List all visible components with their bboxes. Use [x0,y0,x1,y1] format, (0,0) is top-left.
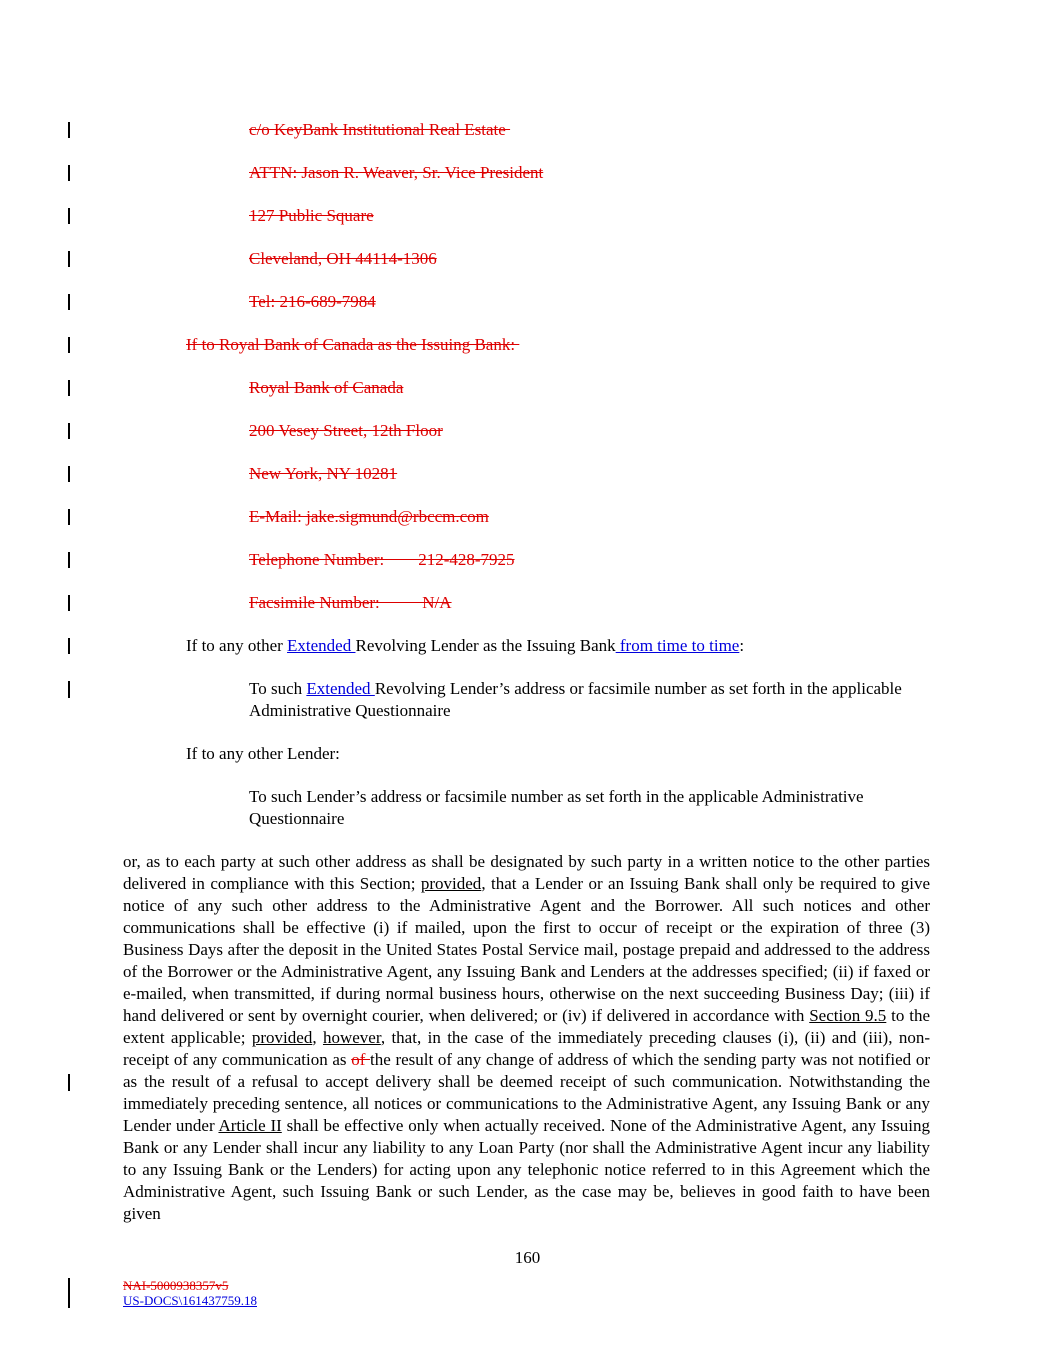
deleted-text: of [351,1050,371,1069]
deleted-text: Facsimile Number: N/A [249,593,452,612]
text-run: , that a Lender or an Issuing Bank shall only be required to give notice of any such other address to the Administrative Agent and the Borrower. All such notices and other communications shall be effective (i) if mailed, upon the first to occur of receipt or the expiration of three (3) Business Days after the deposit in the United States Postal Service mail, postage prepaid and addressed to the address of the Borrower or the Administrative Agent, any Issuing Bank and Lenders at the addresses specified; (ii) if faxed or e-mailed, when transmitted, if during normal business hours, otherwise on the next succeeding Business Day; (iii) if hand delivered or sent by overnight courier, when delivered; or (iv) if delivered in accordance with [123,874,930,1025]
change-bar [68,1278,70,1308]
deleted-text: Royal Bank of Canada [249,378,404,397]
paragraph [123,291,930,313]
inserted-text: Extended [306,679,375,698]
footer-line [123,1278,257,1293]
change-bar [68,294,70,310]
deleted-text: NAI-5000938357v5 [123,1278,229,1293]
change-bar [68,380,70,396]
change-bar [68,638,70,654]
change-bar [68,251,70,267]
paragraph [123,248,930,270]
change-bar [68,681,70,698]
paragraph [123,463,930,485]
change-bar [68,1074,70,1091]
text-run: to the extent applicable; [123,1006,930,1047]
text-run: If to any other Lender: [186,744,340,763]
deleted-text: E-Mail: jake.sigmund@rbccm.com [249,507,489,526]
paragraph [123,549,930,571]
paragraph [123,119,930,141]
change-bar [68,552,70,568]
text-run: the result of any change of address of which the sending party was not notified or as the result of a refusal to accept delivery shall be deemed receipt of such communication. Notwithstanding the immediately preceding sentence, all notices or communications to the Administrative Agent, any Issuing Bank or any Lender under [123,1050,930,1135]
text-run: Revolving Lender as the Issuing Bank [355,636,616,655]
change-bar [68,423,70,439]
deleted-text: Cleveland, OH 44114-1306 [249,249,437,268]
text-run: : [739,636,745,655]
underlined-text: however [322,1028,381,1047]
footer-line [123,1293,257,1308]
change-bar [68,595,70,611]
paragraph [123,205,930,227]
underlined-text: provided [251,1028,313,1047]
paragraph [123,635,930,657]
paragraph [123,377,930,399]
paragraph [123,851,930,1225]
document-body [0,119,1055,1246]
paragraph [123,162,930,184]
paragraph [123,678,930,722]
text-run: Revolving Lender’s address or facsimile number as set forth in the applicable Administrative Questionnaire [249,679,902,720]
inserted-text: from time to time [615,636,740,655]
text-run: or, as to each party at such other address as shall be designated by such party in a written notice to the other parties delivered in compliance with this Section; [123,852,930,893]
text-run: , that, in the case of the immediately preceding clauses (i), (ii) and (iii), non-receipt of any communication as [123,1028,930,1069]
deleted-text: New York, NY 10281 [249,464,398,483]
deleted-text: c/o KeyBank Institutional Real Estate [249,120,511,139]
deleted-text: Telephone Number: 212-428-7925 [249,550,515,569]
paragraph [123,786,930,830]
inserted-text: US-DOCS\161437759.18 [123,1293,257,1308]
paragraph [123,420,930,442]
paragraph [123,334,930,356]
paragraph [123,743,930,765]
deleted-text: ATTN: Jason R. Weaver, Sr. Vice President [249,163,544,182]
deleted-text: 127 Public Square [249,206,374,225]
underlined-text: Article II [218,1116,282,1135]
change-bar [68,337,70,353]
change-bar [68,165,70,181]
change-bar [68,208,70,224]
text-run: To such Lender’s address or facsimile number as set forth in the applicable Administrative Questionnaire [249,787,864,828]
paragraph [123,592,930,614]
paragraph [123,506,930,528]
text-run: To such [249,679,307,698]
underlined-text: Section 9.5 [809,1006,887,1025]
deleted-text: If to Royal Bank of Canada as the Issuing Bank: [186,335,520,354]
deleted-text: 200 Vesey Street, 12th Floor [249,421,443,440]
change-bar [68,466,70,482]
deleted-text: Tel: 216-689-7984 [249,292,376,311]
text-run: shall be effective only when actually received. None of the Administrative Agent, any Issuing Bank or any Lender shall incur any liability to any Loan Party (nor shall the Administrative Agent incur any liability to any Issuing Bank or the Lenders) for acting upon any telephonic notice referred to in this Agreement which the Administrative Agent, such Issuing Bank or such Lender, as the case may be, believes in good faith to have been given [123,1116,930,1223]
change-bar [68,509,70,525]
page-number: 160 [514,1248,541,1267]
text-run: , [312,1028,323,1047]
underlined-text: provided [420,874,482,893]
text-run: If to any other [186,636,288,655]
inserted-text: Extended [287,636,356,655]
change-bar [68,122,70,138]
document-footer [123,1278,257,1308]
